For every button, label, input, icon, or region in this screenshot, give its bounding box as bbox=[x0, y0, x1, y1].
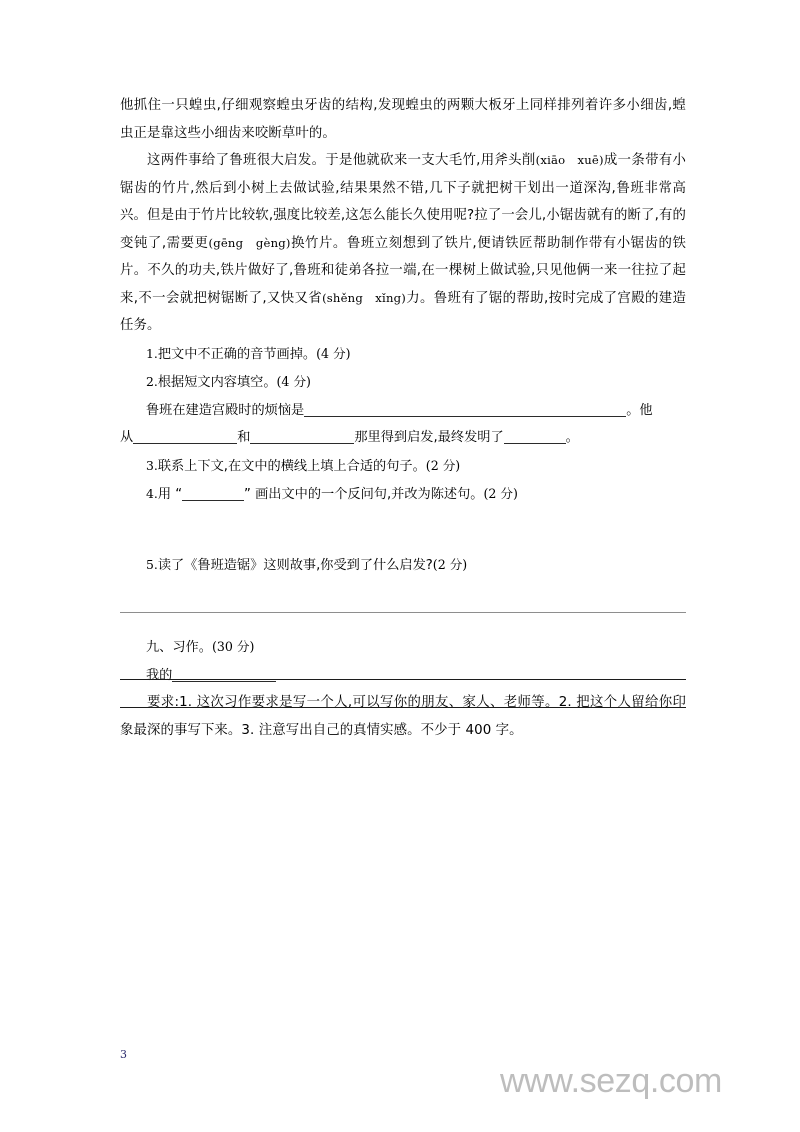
fill-in-line-2 bbox=[120, 424, 686, 452]
pinyin-sheng-xing: (shěng xǐng) bbox=[322, 290, 406, 305]
question-2-text: 根据短文内容填空。 bbox=[157, 375, 277, 390]
question-1-text: 把文中不正确的音节画掉。 bbox=[157, 346, 317, 362]
fill-in-line-2-conjunction: 和 bbox=[237, 430, 251, 445]
passage-paragraph-2 bbox=[120, 147, 686, 340]
answer-rule-2[interactable] bbox=[120, 679, 686, 680]
watermark: www.sezq.com bbox=[500, 1062, 722, 1100]
question-5-text: 读了《鲁班造锯》这则故事,你受到了什么启发? bbox=[157, 557, 433, 573]
writing-title-prompt-label: 我的 bbox=[146, 667, 173, 683]
question-4 bbox=[120, 480, 686, 509]
blank-field-1[interactable] bbox=[304, 401, 626, 417]
fill-in-line-2-period: 。 bbox=[565, 430, 579, 445]
writing-section-heading bbox=[120, 633, 686, 662]
question-2 bbox=[120, 368, 686, 397]
answer-rule-3[interactable] bbox=[120, 707, 686, 708]
question-2-number: 2. bbox=[146, 374, 158, 389]
blank-field-4[interactable] bbox=[504, 428, 566, 444]
fill-in-line-2-prefix: 从 bbox=[120, 430, 134, 445]
pinyin-xiao-xue: (xiāo xuē) bbox=[535, 153, 604, 167]
fill-in-line-1 bbox=[120, 397, 686, 425]
question-2-score: (4 分) bbox=[276, 374, 311, 389]
question-1 bbox=[120, 340, 686, 369]
writing-section-heading-label: 九、习作。 bbox=[146, 640, 212, 655]
question-3-score: (2 分) bbox=[425, 457, 461, 473]
question-1-score: (4 分) bbox=[316, 345, 351, 361]
writing-title-prompt bbox=[120, 662, 686, 690]
question-4-text-after: ” 画出文中的一个反问句,并改为陈述句。 bbox=[244, 487, 484, 502]
question-3-number: 3. bbox=[146, 457, 158, 473]
question-5 bbox=[120, 551, 686, 580]
blank-field-3[interactable] bbox=[250, 428, 354, 444]
passage-paragraph-1: 他抓住一只蝗虫,仔细观察蝗虫牙齿的结构,发现蝗虫的两颗大板牙上同样排列着许多小细齿,蝗虫正是靠这些小细齿来咬断草叶的。 bbox=[120, 98, 686, 141]
passage-p2-segment-3: 换竹片。鲁班立刻想到了铁片,便请铁匠帮助制作带有小锯齿的铁片。不久的功夫,铁片做好了,鲁班和徒弟各拉一端,在一棵树上做试验,只见他俩一来一往拉了起来,不一会就把树锯断了,又快又省 bbox=[120, 235, 687, 306]
passage-p2-segment-1: 这两件事给了鲁班很大启发。于是他就砍来一支大毛竹,用斧头削 bbox=[147, 153, 536, 168]
question-5-number: 5. bbox=[146, 556, 158, 572]
question-5-score: (2 分) bbox=[432, 556, 468, 572]
fill-in-line-1-suffix: 。他 bbox=[626, 402, 653, 418]
question-4-number: 4. bbox=[146, 486, 158, 501]
question-4-score: (2 分) bbox=[483, 486, 518, 501]
blank-field-2[interactable] bbox=[133, 428, 237, 444]
pinyin-geng-geng: (gēng gèng) bbox=[208, 235, 291, 250]
fill-in-line-2-text: 那里得到启发,最终发明了 bbox=[354, 430, 504, 445]
question-3 bbox=[120, 452, 686, 481]
writing-requirements: 要求:1. 这次习作要求是写一个人,可以写你的朋友、家人、老师等。2. 把这个人留给你印象最深的事写下来。3. 注意写出自己的真情实感。不少于 400 字。 bbox=[120, 695, 686, 738]
writing-section-score: (30 分) bbox=[211, 639, 255, 654]
page-number: 3 bbox=[120, 1048, 127, 1061]
passage-p2-segment-4: 力。鲁班有了锯的帮助,按时完成了宫殿的建造任务。 bbox=[120, 290, 687, 333]
fill-in-line-1-label: 鲁班在建造宫殿时的烦恼是 bbox=[146, 402, 305, 418]
blank-field-quote[interactable] bbox=[182, 485, 244, 501]
passage-p2-segment-2: 成一条带有小锯齿的竹片,然后到小树上去做试验,结果果然不错,几下子就把树干划出一道深沟,鲁班非常高兴。但是由于竹片比较软,强度比较差,这怎么能长久使用呢?拉了一会儿,小锯齿就有的断了,有的变钝了,需要更 bbox=[120, 153, 686, 251]
question-4-text-before: 用 “ bbox=[157, 487, 183, 502]
answer-rule-1[interactable] bbox=[120, 612, 686, 613]
question-1-number: 1. bbox=[146, 345, 158, 361]
question-3-text: 联系上下文,在文中的横线上填上合适的句子。 bbox=[157, 458, 426, 474]
document-content bbox=[120, 92, 686, 744]
